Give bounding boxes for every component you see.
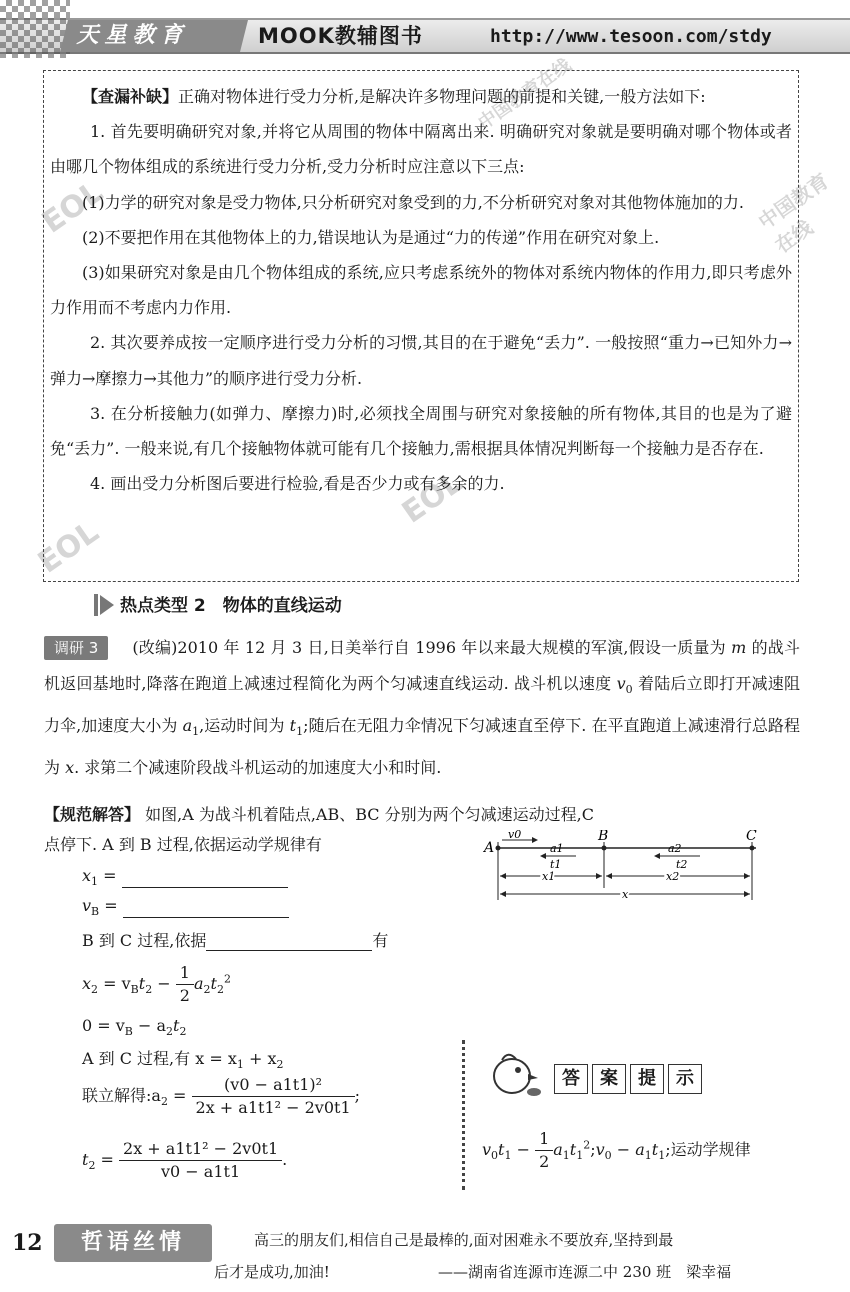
hint-answer: $v_0t_1$ − $\frac{1}{2}$ $a_1t_1^2;v_0 - a_1t_1$;运动学规律: [482, 1129, 751, 1171]
answer-hint: [462, 1040, 822, 1190]
tips-point-3: 3. 在分析接触力(如弹力、摩擦力)时,必须找全周围与研究对象接触的所有物体,其目的也是为了避免“丢力”. 一般来说,有几个接触物体就可能有几个接触力,需根据具体情况判断每一个接触力是否存在.: [50, 403, 792, 459]
a2-arrow-icon: [654, 853, 660, 859]
a2-row: 联立解得$:a_2$ = $\frac{\text{(v0 − a1t1)²}}{\text{2x + a1t1² − 2v0t1}}$ ;: [82, 1075, 361, 1117]
tips-tag: 【查漏补缺】: [82, 87, 179, 106]
problem-part: (改编)2010 年 12 月 3 日,日美举行自 1996 年以来最大规模的军演,假设一质量为: [132, 638, 732, 657]
motion-diagram: [480, 830, 800, 900]
problem-part: 的战斗机返回基地时,降落在跑道上减速过程简化为两个匀减速直线运动. 战斗机以速度: [44, 638, 800, 693]
solution-tag: 【规范解答】: [44, 805, 141, 824]
frac-den: v0 − a1t1: [161, 1162, 241, 1181]
var-x: x: [65, 758, 75, 778]
frac-den: 2x + a1t1² − 2v0t1: [195, 1098, 351, 1117]
footer-author: ——湖南省连源市连源二中 230 班 梁幸福: [438, 1263, 732, 1281]
x2-row: $x_2 = v_Bt_2$ − $\frac{1}{2}$ $a_2t_2^2$: [82, 963, 231, 1005]
ans-part: v: [482, 1140, 492, 1159]
var-x2: x: [82, 974, 92, 993]
sub: 0: [625, 683, 633, 697]
frac-num: 1: [176, 962, 194, 985]
var-vb: v: [82, 896, 92, 915]
watermark-text: 中国教育在线: [474, 54, 576, 134]
frac-num: (v0 − a1t1)²: [192, 1074, 355, 1097]
tips-point-1b: (2)不要把作用在其他物体上的力,错误地认为是通过“力的传递”作用在研究对象上.: [82, 227, 660, 247]
vb-blank[interactable]: [123, 900, 289, 918]
you-text: 有: [372, 931, 389, 950]
footer-quote-line-2: 后才是成功,加油!: [214, 1263, 330, 1281]
frac-den: 2: [179, 986, 190, 1005]
var-x1: x: [82, 866, 92, 885]
a1-arrow-icon: [540, 853, 546, 859]
a-to-c-row: A 到 C 过程,有 $x = x_1 + x_2$: [82, 1049, 284, 1072]
watermark-logo: EOL: [395, 464, 470, 531]
watermark-logo: EOL: [31, 514, 106, 581]
eq-part: 0 = v: [82, 1016, 125, 1035]
half-fraction: [176, 962, 194, 1007]
hint-char: 示: [668, 1064, 702, 1094]
website-url[interactable]: http://www.tesoon.com/stdy: [490, 26, 772, 47]
bird-icon: [488, 1048, 542, 1098]
eq-part: − a: [132, 1016, 167, 1035]
diagram-x1: x1: [542, 870, 556, 883]
diagram-t1: t1: [550, 858, 562, 871]
sub: 1: [296, 725, 304, 739]
problem-part: 着陆后立即打开减速阻力伞,加速度大小为: [44, 674, 800, 736]
var-m: m: [731, 638, 747, 657]
v0-arrow-icon: [532, 837, 538, 843]
zero-row: $0 = v_B - a_2t_2$: [82, 1016, 187, 1039]
section-heading: [94, 592, 342, 620]
problem-part: ,运动时间为: [199, 716, 290, 736]
tips-point-1c: (3)如果研究对象是由几个物体组成的系统,应只考虑系统外的物体对系统内物体的作用力,即只考虑外力作用而不考虑内力作用.: [50, 263, 792, 318]
diagram-t2: t2: [676, 858, 688, 871]
page-number: 12: [12, 1230, 43, 1256]
diagram-point-c: C: [746, 830, 757, 844]
tips-point-4: 4. 画出受力分析图后要进行检验,看是否少力或有多余的力.: [90, 474, 505, 494]
tips-intro: [50, 79, 792, 114]
b-to-c-text: B 到 C 过程,依据: [82, 931, 207, 950]
tips-point-1: 1. 首先要明确研究对象,并将它从周围的物体中隔离出来. 明确研究对象就是要明确对哪个物体或者由哪几个物体组成的系统进行受力分析,受力分析时应注意以下三点:: [50, 122, 792, 177]
section-bar-icon: [94, 594, 98, 616]
problem-label: 调研 3: [44, 636, 108, 660]
eq-part: A 到 C 过程,有 x = x: [82, 1049, 237, 1068]
eq-part: + x: [243, 1049, 277, 1068]
diagram-x: x: [622, 888, 629, 900]
diagram-a2: a2: [668, 842, 682, 855]
page-header: [0, 0, 850, 58]
hint-title: [554, 1064, 706, 1094]
hint-char: 提: [630, 1064, 664, 1094]
diagram-point-a: A: [484, 840, 495, 856]
var-v0: v: [616, 674, 626, 693]
footer-quote-line-1: 高三的朋友们,相信自己是最棒的,面对困难永不要放弃,坚持到最: [254, 1231, 674, 1249]
ans-tail: ;运动学规律: [665, 1140, 751, 1159]
problem-text: [44, 630, 800, 786]
b-to-c-row: [82, 928, 388, 951]
a2-fraction: [192, 1074, 355, 1119]
eq-part: t: [138, 974, 146, 993]
solution-line-1: [44, 800, 800, 830]
diagram-x2: x2: [666, 870, 680, 883]
footer-title: 哲语丝情: [54, 1224, 212, 1262]
page-footer: [0, 1216, 850, 1292]
frac-num: 2x + a1t1² − 2v0t1: [119, 1138, 282, 1161]
principle-blank[interactable]: [206, 933, 372, 951]
eq-part: −: [152, 974, 176, 993]
section-arrow-icon: [100, 595, 114, 615]
problem-part: ;随后在无阻力伞情况下匀减速直至停下. 在平直跑道上减速滑行总路程为: [44, 716, 800, 778]
diagram-v0: v0: [508, 830, 522, 841]
watermark-logo: EOL: [35, 174, 110, 241]
chain-decoration: [462, 1040, 476, 1190]
tips-point-2: 2. 其次要养成按一定顺序进行受力分析的习惯,其目的在于避免“丢力”. 一般按照“重力→已知外力→弹力→摩擦力→其他力”的顺序进行受力分析.: [50, 333, 792, 388]
t2-fraction: [119, 1138, 282, 1183]
section-title: 热点类型 2 物体的直线运动: [120, 596, 342, 616]
tips-intro-text: 正确对物体进行受力分析,是解决许多物理问题的前提和关键,一般方法如下:: [178, 87, 706, 106]
var-t1: t: [289, 716, 297, 736]
ans-half-fraction: $\frac{1}{2}$: [535, 1128, 553, 1173]
solution-line-2: 点停下. A 到 B 过程,依据运动学规律有: [44, 835, 322, 854]
t2-row: $t_2$ = $\frac{\text{2x + a1t1² − 2v0t1}}{v0 - a1t1}$ .: [82, 1139, 288, 1181]
eq-part: = v: [98, 974, 131, 993]
diagram-point-b: B: [598, 830, 609, 844]
vb-row: $v_B$ =: [82, 896, 289, 918]
sub: 1: [192, 725, 200, 739]
diagram-a1: a1: [550, 842, 564, 855]
eq-part: 联立解得:a: [82, 1086, 161, 1105]
solution-text: 如图,A 为战斗机着陆点,AB、BC 分别为两个匀减速运动过程,C: [145, 805, 594, 824]
brand-logo: 天星教育: [60, 20, 248, 52]
problem-part: . 求第二个减速阶段战斗机运动的加速度大小和时间.: [74, 758, 442, 778]
hint-char: 答: [554, 1064, 588, 1094]
x1-row: $x_1$ =: [82, 866, 288, 888]
watermark-text: 中国教育在线: [753, 168, 834, 258]
x1-blank[interactable]: [122, 870, 288, 888]
tips-point-1a: (1)力学的研究对象是受力物体,只分析研究对象受到的力,不分析研究对象对其他物体施加的力.: [82, 192, 744, 212]
var-a1: a: [182, 716, 193, 736]
tips-box: [43, 70, 799, 582]
book-series-title: MOOK教辅图书: [258, 24, 423, 48]
hint-char: 案: [592, 1064, 626, 1094]
